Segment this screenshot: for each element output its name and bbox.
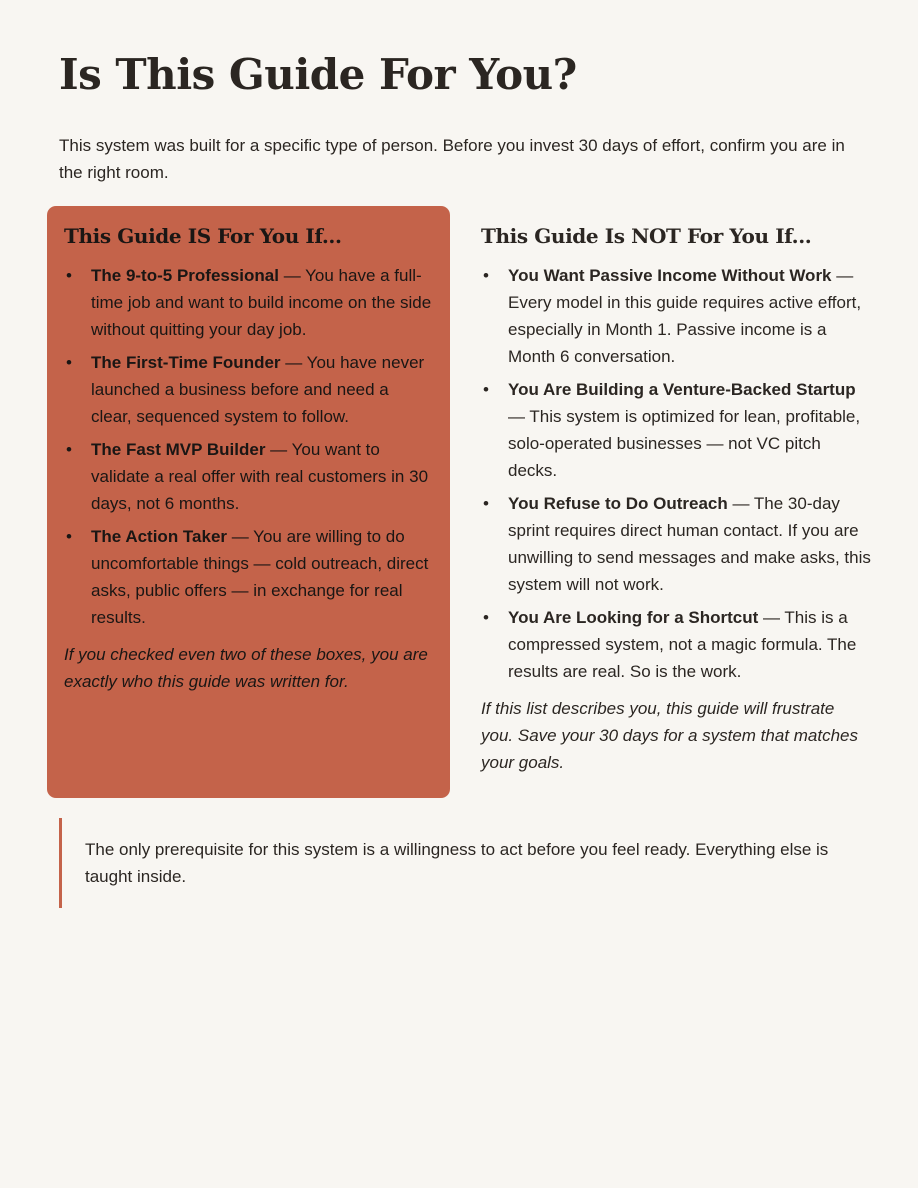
is-for-you-title: This Guide IS For You If... bbox=[64, 224, 342, 248]
is-for-you-card bbox=[47, 206, 450, 798]
not-for-you-list bbox=[481, 262, 871, 685]
list-item bbox=[481, 490, 871, 598]
list-item-text: — You are willing to do uncomfortable things — cold outreach, direct asks, public offers — in exchange for real results. bbox=[91, 527, 429, 627]
list-item-text: — You want to validate a real offer with real customers in 30 days, not 6 months. bbox=[91, 440, 429, 513]
bullet-icon: • bbox=[66, 266, 72, 285]
list-item-text: — You have never launched a business before and need a clear, sequenced system to follow. bbox=[91, 353, 425, 426]
list-item-heading: You Are Looking for a Shortcut bbox=[508, 608, 759, 627]
bullet-icon: • bbox=[66, 440, 72, 459]
list-item-text: — This system is optimized for lean, profitable, solo-operated businesses — not VC pitch decks. bbox=[508, 407, 861, 480]
list-item bbox=[64, 349, 434, 430]
list-item-heading: You Refuse to Do Outreach bbox=[508, 494, 728, 513]
callout-quote bbox=[59, 818, 869, 908]
bullet-icon: • bbox=[483, 380, 489, 399]
bullet-icon: • bbox=[483, 266, 489, 285]
bullet-icon: • bbox=[483, 494, 489, 513]
intro-paragraph: This system was built for a specific type of person. Before you invest 30 days of effort, confirm you are in the right room. bbox=[59, 136, 845, 182]
list-item bbox=[481, 604, 871, 685]
list-item-heading: The Fast MVP Builder bbox=[91, 440, 266, 459]
page-title: Is This Guide For You? bbox=[59, 50, 577, 99]
list-item-text: — You have a full-time job and want to build income on the side without quitting your day job. bbox=[91, 266, 432, 339]
list-item-heading: The Action Taker bbox=[91, 527, 228, 546]
callout-text: The only prerequisite for this system is a willingness to act before you feel ready. Everything else is taught inside. bbox=[85, 840, 829, 886]
is-for-you-list bbox=[64, 262, 434, 631]
list-item bbox=[481, 262, 871, 370]
list-item bbox=[481, 376, 871, 484]
list-item bbox=[64, 523, 434, 631]
is-for-you-note: If you checked even two of these boxes, you are exactly who this guide was written for. bbox=[64, 645, 428, 691]
list-item bbox=[64, 262, 434, 343]
list-item-text: — The 30-day sprint requires direct human contact. If you are unwilling to send messages and make asks, this system will not work. bbox=[508, 494, 871, 594]
list-item-heading: You Want Passive Income Without Work bbox=[508, 266, 832, 285]
list-item-text: — Every model in this guide requires active effort, especially in Month 1. Passive income is a Month 6 conversation. bbox=[508, 266, 862, 366]
list-item bbox=[64, 436, 434, 517]
list-item-heading: The First-Time Founder bbox=[91, 353, 281, 372]
list-item-text: — This is a compressed system, not a magic formula. The results are real. So is the work. bbox=[508, 608, 857, 681]
not-for-you-column bbox=[481, 206, 871, 776]
list-item-heading: You Are Building a Venture-Backed Startup bbox=[508, 380, 856, 399]
bullet-icon: • bbox=[483, 608, 489, 627]
not-for-you-title: This Guide Is NOT For You If... bbox=[481, 224, 812, 248]
list-item-heading: The 9-to-5 Professional bbox=[91, 266, 279, 285]
not-for-you-note: If this list describes you, this guide will frustrate you. Save your 30 days for a system that matches your goals. bbox=[481, 699, 859, 772]
bullet-icon: • bbox=[66, 353, 72, 372]
bullet-icon: • bbox=[66, 527, 72, 546]
